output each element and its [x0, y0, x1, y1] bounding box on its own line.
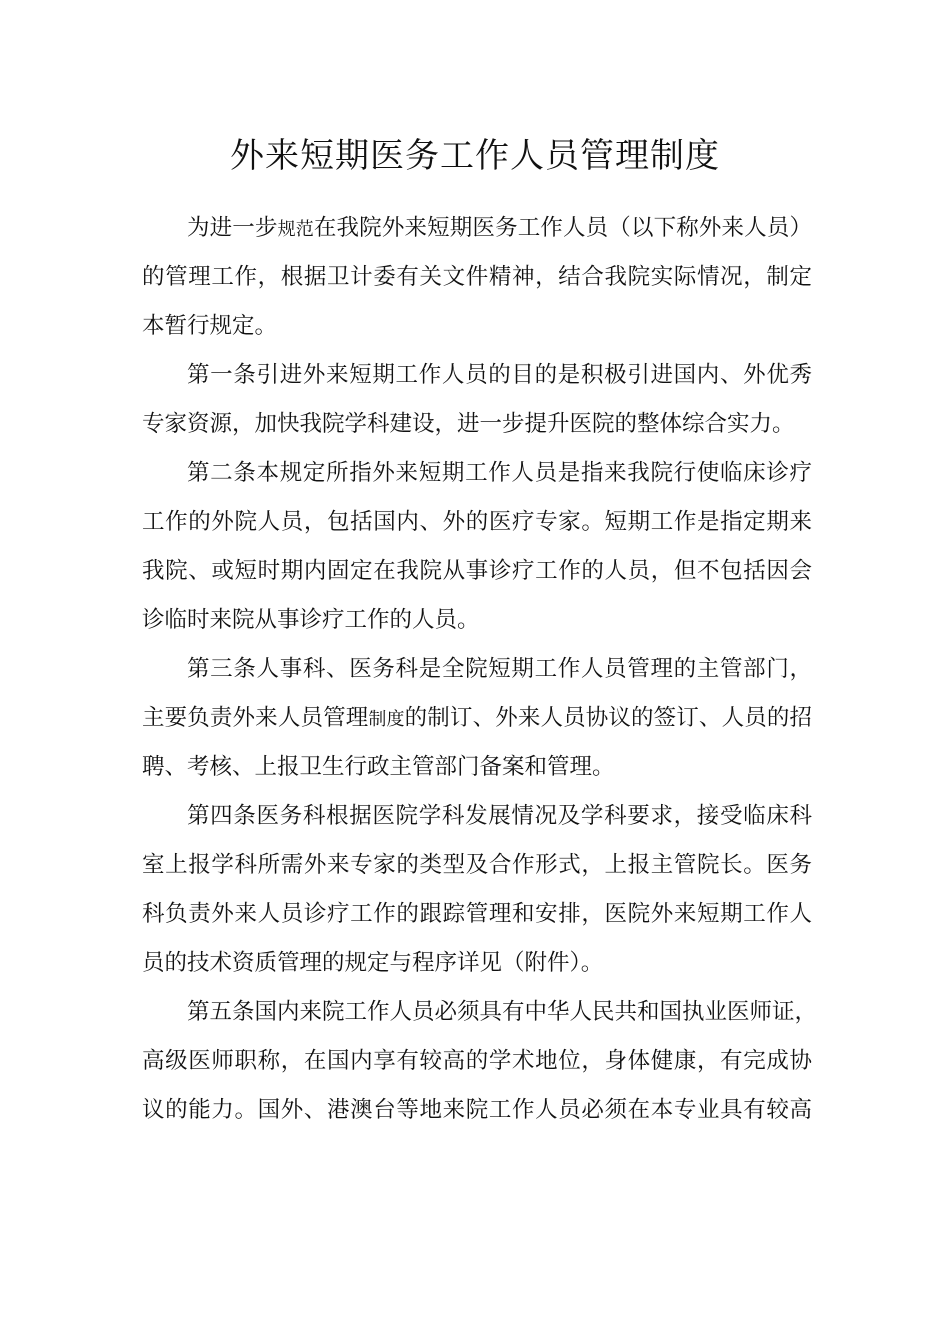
text-line: 第四条医务科根据医院学科发展情况及学科要求，接受临床科 [187, 803, 812, 829]
text-line: 第一条引进外来短期工作人员的目的是积极引进国内、外优秀 [187, 362, 812, 388]
text-line: 为进一步规范在我院外来短期医务工作人员（以下称外来人员） [187, 215, 812, 241]
text-line: 专家资源，加快我院学科建设，进一步提升医院的整体综合实力。 [142, 411, 795, 437]
text-line: 我院、或短时期内固定在我院从事诊疗工作的人员，但不包括因会 [142, 558, 812, 584]
text-line: 室上报学科所需外来专家的类型及合作形式，上报主管院长。医务 [142, 852, 812, 878]
document-body [142, 204, 818, 1135]
text-line: 聘、考核、上报卫生行政主管部门备案和管理。 [142, 754, 615, 780]
text-line: 的管理工作，根据卫计委有关文件精神，结合我院实际情况，制定 [142, 264, 812, 290]
text-line: 第五条国内来院工作人员必须具有中华人民共和国执业医师证， [187, 999, 818, 1025]
text-line: 第二条本规定所指外来短期工作人员是指来我院行使临床诊疗 [187, 460, 812, 486]
paragraph-article-4 [142, 792, 812, 988]
paragraph-article-3 [142, 645, 812, 792]
document-title: 外来短期医务工作人员管理制度 [230, 136, 720, 176]
text-line: 第三条人事科、医务科是全院短期工作人员管理的主管部门， [187, 656, 812, 682]
text-line: 主要负责外来人员管理制度的制订、外来人员协议的签订、人员的招 [142, 705, 812, 731]
text-line: 诊临时来院从事诊疗工作的人员。 [142, 607, 480, 633]
paragraph-article-1 [142, 351, 812, 449]
text-line: 议的能力。国外、港澳台等地来院工作人员必须在本专业具有较高 [142, 1097, 812, 1123]
text-line: 高级医师职称，在国内享有较高的学术地位，身体健康，有完成协 [142, 1048, 812, 1074]
paragraph-article-2 [142, 449, 812, 645]
paragraph-preamble [142, 204, 812, 351]
text-line: 员的技术资质管理的规定与程序详见（附件）。 [142, 950, 604, 976]
text-line: 工作的外院人员，包括国内、外的医疗专家。短期工作是指定期来 [142, 509, 812, 535]
paragraph-article-5 [142, 988, 818, 1135]
text-line: 本暂行规定。 [142, 313, 278, 339]
text-line: 科负责外来人员诊疗工作的跟踪管理和安排，医院外来短期工作人 [142, 901, 812, 927]
